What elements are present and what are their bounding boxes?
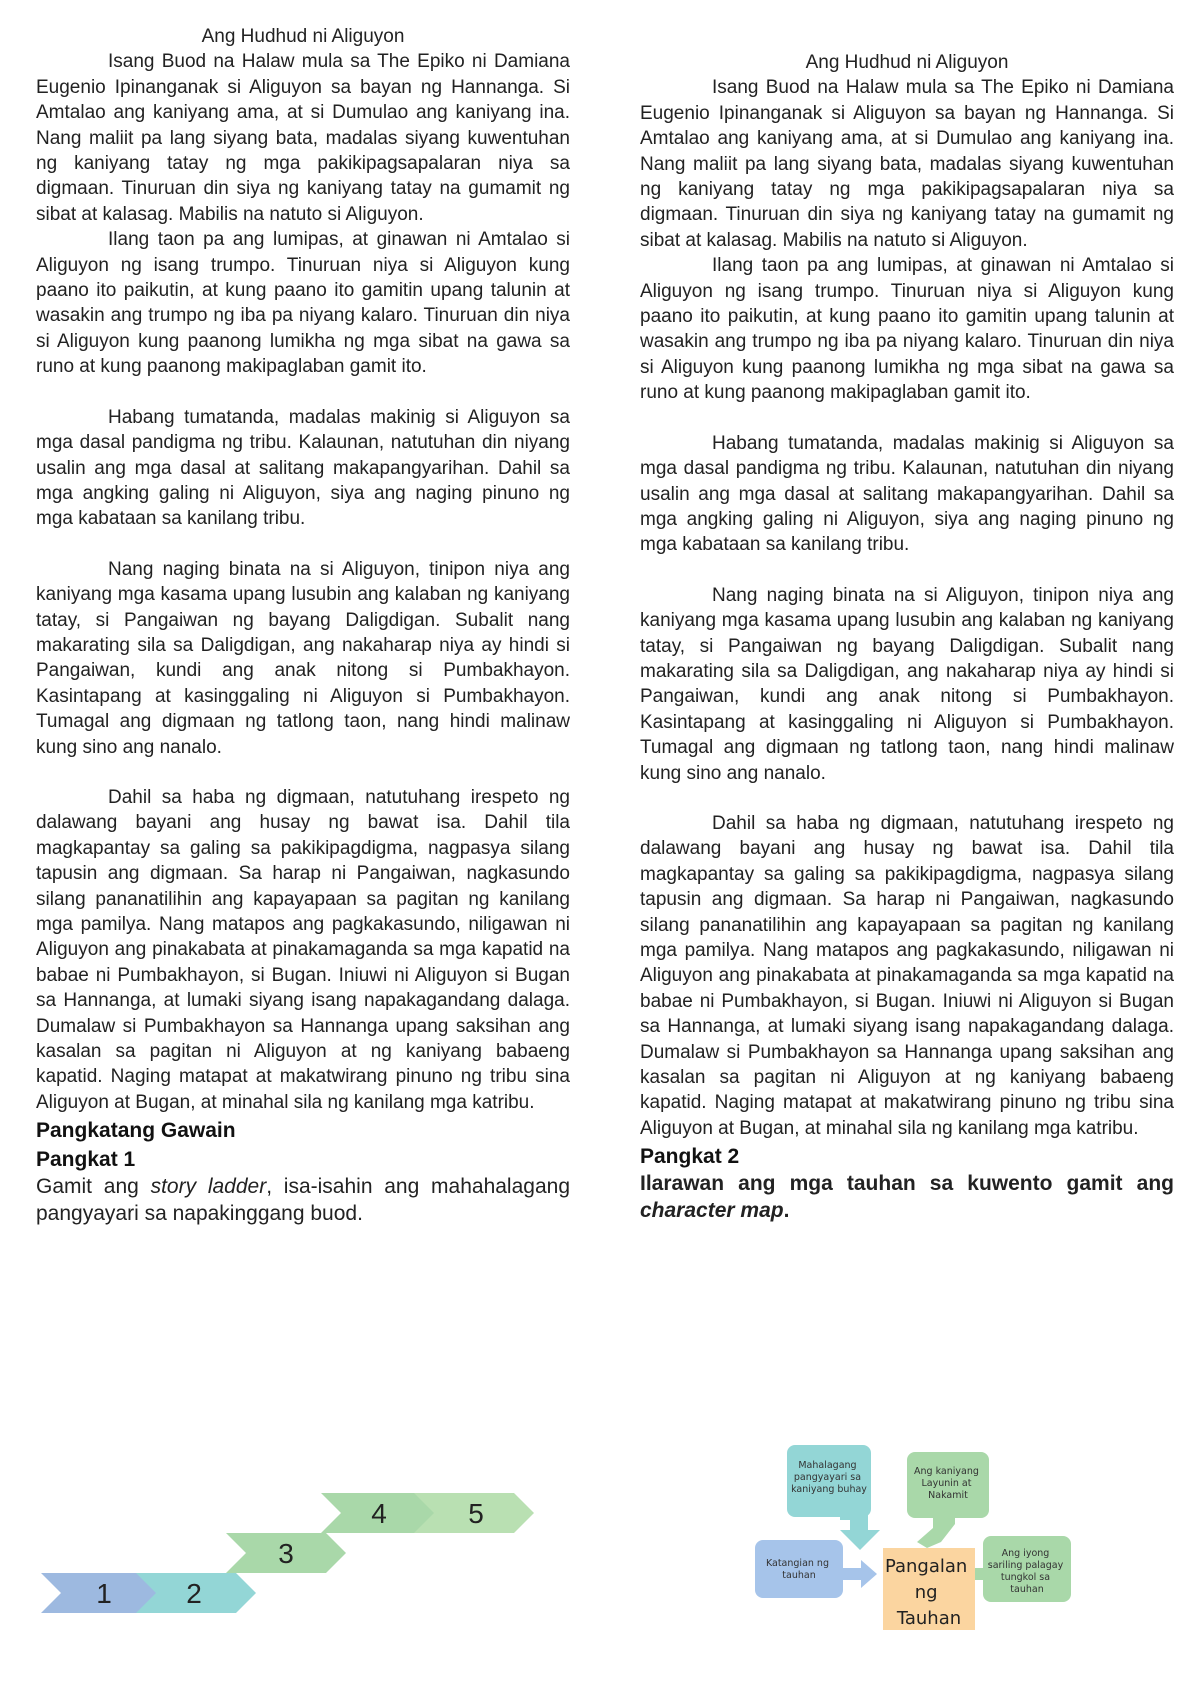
svg-text:Ang kaniyang Layunin at: Ang kaniyang Layunin at Nakamit <box>914 1466 979 1501</box>
story-title: Ang Hudhud ni Aliguyon <box>201 26 405 47</box>
story-paragraph: Dahil sa haba ng digmaan, natutuhang irespeto ng dalawang bayani ang husay ng bawat isa. Dahil tila magkapantay sa galing sa pakikipagdigma, nagpasya silang tapusin ang digmaan. Sa harap ni Pangaiwan, nagkasundo silang pananatilihin ang kapayapaan sa pagitan ng kanilang mga pamilya. Nang matapos ang pagkakasundo, niligawan ni Aliguyon ang pinakabata at pinakamaganda sa mga kapatid na babae ni Pumbakhayon, si Bugan. Iniuwi ni Aliguyon si Bugan sa Hannanga, at lumaki siyang isang napakagandang dalaga. Dumalaw si Pumbakhayon sa Hannanga upang saksihan ang kasalan sa pagitan ni Aliguyon at ng kaniyang babaeng kapatid. Naging matapat at makatwirang pinuno ng tribu sina Aliguyon at Bugan, at minahal sila ng kanilang mga katribu. <box>640 812 1174 1139</box>
character-map <box>755 1440 1155 1640</box>
ladder-step-label: 2 <box>186 1578 202 1609</box>
task-emphasis: story ladder <box>150 1175 267 1199</box>
arrow-from-events <box>840 1512 880 1550</box>
story-paragraph: Isang Buod na Halaw mula sa The Epiko ni Damiana Eugenio Ipinanganak si Aliguyon sa bayan ng Hannanga. Si Amtalao ang kaniyang ama, at si Dumulao ang kaniyang ina. Nang maliit pa lang siyang bata, madalas siyang kuwentuhan ng kaniyang tatay ng mga pakikipagsapalaran niya sa digmaan. Tinuruan din siya ng kaniyang tatay na gumamit ng sibat at kalasag. Mabilis na natuto si Aliguyon. <box>640 77 1174 251</box>
story-paragraph: Dahil sa haba ng digmaan, natutuhang irespeto ng dalawang bayani ang husay ng bawat isa. Dahil tila magkapantay sa galing sa pakikipagdigma, nagpasya silang tapusin ang digmaan. Sa harap ni Pangaiwan, nagkasundo silang pananatilihin ang kapayapaan sa pagitan ng kanilang mga pamilya. Nang matapos ang pagkakasundo, niligawan ni Aliguyon ang pinakabata at pinakamaganda sa mga kapatid na babae ni Pumbakhayon, si Bugan. Iniuwi ni Aliguyon si Bugan sa Hannanga, at lumaki siyang isang napakagandang dalaga. Dumalaw si Pumbakhayon sa Hannanga upang saksihan ang kasalan sa pagitan ni Aliguyon at ng kaniyang babaeng kapatid. Naging matapat at makatwirang pinuno ng tribu sina Aliguyon at Bugan, at minahal sila ng kanilang mga katribu. <box>36 786 570 1113</box>
story-paragraph: Isang Buod na Halaw mula sa The Epiko ni Damiana Eugenio Ipinanganak si Aliguyon sa bayan ng Hannanga. Si Amtalao ang kaniyang ama, at si Dumulao ang kaniyang ina. Nang maliit pa lang siyang bata, madalas siyang kuwentuhan ng kaniyang tatay ng mga pakikipagsapalaran niya sa digmaan. Tinuruan din siya ng kaniyang tatay na gumamit ng sibat at kalasag. Mabilis na natuto si Aliguyon. <box>36 51 570 225</box>
map-node-traits <box>755 1540 843 1598</box>
story-paragraph: Habang tumatanda, madalas makinig si Aliguyon sa mga dasal pandigma ng tribu. Kalaunan, natutuhan din niyang usalin ang mga dasal at salitang makapangyarihan. Dahil sa mga angking galing ni Aliguyon, siya ang naging pinuno ng mga kabataan sa kanilang tribu. <box>36 406 570 530</box>
map-node-goals <box>907 1452 989 1518</box>
story-paragraph: Ilang taon pa ang lumipas, at ginawan ni Amtalao si Aliguyon ng isang trumpo. Tinuruan niya si Aliguyon kung paano ito paikutin, at kung paano ito gamitin upang talunin at wasakin ang trumpo ng iba pa niyang kalaro. Tinuruan din niya si Aliguyon kung paanong lumikha ng mga sibat na gawa sa runo at kung paanong makipaglaban gamit ito. <box>36 229 570 378</box>
story-title: Ang Hudhud ni Aliguyon <box>805 52 1009 73</box>
svg-text:Mahalagang pangyayari sa: Mahalagang pangyayari sa kaniyang buhay <box>791 1460 867 1495</box>
task-emphasis: character map <box>640 1199 784 1223</box>
task-instruction: Gamit ang story ladder, isa-isahin ang mahahalagang pangyayari sa napakinggang buod. <box>36 1175 570 1226</box>
story-paragraph: Nang naging binata na si Aliguyon, tinipon niya ang kaniyang mga kasama upang lusubin ang kalaban ng kaniyang tatay, si Pangaiwan ng bayang Daligdigan. Subalit nang makarating sila sa Daligdigan, ang nakaharap niya ay hindi si Pangaiwan, kundi ang anak nitong si Pumbakhayon. Kasintapang at kasinggaling ni Aliguyon si Pumbakhayon. Tumagal ang digmaan ng tatlong taon, nang hindi malinaw kung sino ang nanalo. <box>36 558 570 758</box>
right-column <box>640 50 1174 1224</box>
story-paragraph: Habang tumatanda, madalas makinig si Aliguyon sa mga dasal pandigma ng tribu. Kalaunan, natutuhan din niyang usalin ang mga dasal at salitang makapangyarihan. Dahil sa mga angking galing ni Aliguyon, siya ang naging pinuno ng mga kabataan sa kanilang tribu. <box>640 432 1174 556</box>
map-node-events <box>787 1445 871 1517</box>
map-node-opinion <box>983 1536 1071 1602</box>
group-label: Pangkat 2 <box>640 1145 740 1169</box>
left-column <box>36 24 570 1227</box>
section-heading: Pangkatang Gawain <box>36 1119 236 1143</box>
svg-text:Katangian ng tauhan: Katangian ng tauhan <box>765 1558 830 1581</box>
ladder-step-label: 4 <box>371 1498 387 1529</box>
ladder-step-label: 3 <box>278 1538 294 1569</box>
story-paragraph: Ilang taon pa ang lumipas, at ginawan ni Amtalao si Aliguyon ng isang trumpo. Tinuruan niya si Aliguyon kung paano ito paikutin, at kung paano ito gamitin upang talunin at wasakin ang trumpo ng iba pa niyang kalaro. Tinuruan din niya si Aliguyon kung paanong lumikha ng mga sibat na gawa sa runo at kung paanong makipaglaban gamit ito. <box>640 255 1174 404</box>
map-node-center <box>883 1548 975 1630</box>
story-paragraph: Nang naging binata na si Aliguyon, tinipon niya ang kaniyang mga kasama upang lusubin ang kalaban ng kaniyang tatay, si Pangaiwan ng bayang Daligdigan. Subalit nang makarating sila sa Daligdigan, ang nakaharap niya ay hindi si Pangaiwan, kundi ang anak nitong si Pumbakhayon. Kasintapang at kasinggaling ni Aliguyon si Pumbakhayon. Tumagal ang digmaan ng tatlong taon, nang hindi malinaw kung sino ang nanalo. <box>640 584 1174 784</box>
ladder-step-label: 1 <box>96 1578 112 1609</box>
story-ladder <box>36 1455 556 1635</box>
svg-text:Ang iyong sariling palag: Ang iyong sariling palagay tungkol sa tauhan <box>987 1548 1064 1595</box>
group-label: Pangkat 1 <box>36 1148 136 1172</box>
ladder-step-3 <box>226 1533 346 1573</box>
ladder-step-label: 5 <box>468 1498 484 1529</box>
task-instruction: Ilarawan ang mga tauhan sa kuwento gamit ang character map. <box>640 1172 1174 1223</box>
svg-text:Pangalan ng Tauhan: Pangalan ng Tauhan <box>884 1556 968 1629</box>
